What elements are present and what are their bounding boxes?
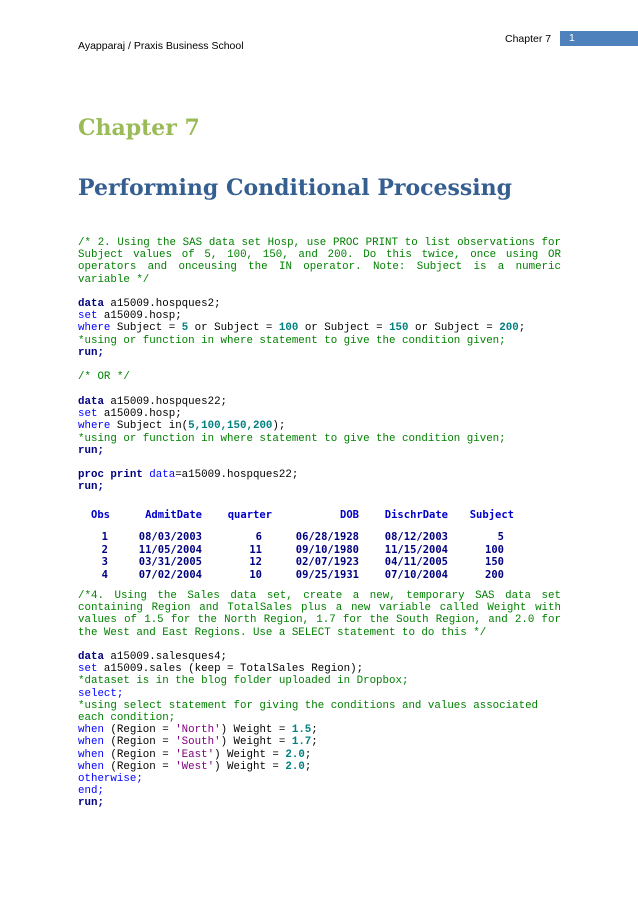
table-cell: 09/10/1980 — [295, 543, 359, 556]
table-cell: 08/12/2003 — [384, 531, 448, 543]
kw-set: set — [78, 408, 98, 421]
table-cell: 07/10/2004 — [384, 568, 448, 581]
code-text: (Region = — [103, 724, 176, 737]
section-title: Performing Conditional Processing — [78, 175, 513, 201]
kw-run: run; — [78, 797, 104, 810]
code-string: 'East' — [175, 748, 215, 761]
code-text: =a15009.hospques22; — [175, 469, 299, 481]
kw-set: set — [78, 310, 98, 323]
table-cell: 150 — [485, 556, 504, 568]
code-number: 5,100,150,200 — [188, 420, 273, 433]
table-cell: 03/31/2005 — [138, 556, 202, 568]
code-number: 1.5 — [291, 724, 312, 737]
header-author: Ayapparaj / Praxis Business School — [78, 40, 244, 52]
code-text: or Subject = — [298, 322, 390, 335]
code-string: 'North' — [175, 724, 221, 737]
code-text: ; — [304, 748, 312, 761]
table-header-row — [80, 509, 514, 531]
code-text: or Subject = — [188, 322, 279, 335]
table-row — [80, 556, 514, 569]
code-text: ; — [311, 736, 318, 749]
table-cell: 10 — [249, 568, 262, 581]
table-cell: 200 — [485, 568, 504, 581]
table-cell: 4 — [101, 568, 108, 581]
code-block-1 — [78, 298, 561, 359]
col-header-subject: Subject — [469, 509, 514, 521]
table-cell: 08/03/2003 — [138, 531, 202, 543]
kw-where: where — [78, 420, 111, 433]
code-text: a15009.hospques22; — [103, 396, 228, 408]
table-cell: 11 — [249, 543, 262, 556]
kw-data-option: data — [142, 469, 176, 481]
question-4-comment: /*4. Using the Sales data set, create a new, temporary SAS data set containing Region and TotalSales plus a new variable called Weight with values of 1.5 for the North Region, 1.7 for the South Region, and 2.0 for the West and East Regions. Use a SELECT statement to do this */ — [78, 590, 561, 639]
code-text: or Subject = — [408, 322, 500, 335]
table-cell: 04/11/2005 — [384, 556, 448, 568]
table-cell: 6 — [255, 531, 262, 543]
table-cell: 07/02/2004 — [138, 568, 202, 581]
code-comment: *using or function in where statement to give the condition given; — [78, 334, 506, 347]
code-number: 2.0 — [285, 748, 305, 761]
code-text: (Region = — [103, 736, 176, 749]
code-text: ) Weight = — [220, 724, 292, 737]
table-cell: 06/28/1928 — [295, 531, 359, 543]
code-text: ) Weight = — [220, 736, 292, 749]
code-number: 1.7 — [291, 736, 312, 749]
col-header-dischrdate: DischrDate — [384, 509, 448, 521]
code-number: 150 — [389, 322, 409, 335]
code-text: a15009.hospques2; — [103, 298, 221, 310]
col-header-obs: Obs — [91, 509, 110, 521]
table-cell: 11/05/2004 — [138, 543, 202, 556]
kw-data: data — [78, 396, 104, 408]
code-string: 'South' — [175, 736, 221, 749]
code-number: 5 — [181, 322, 189, 335]
code-text: a15009.sales (keep = TotalSales Region); — [97, 663, 364, 676]
kw-when: when — [78, 724, 104, 737]
table-cell: 5 — [497, 531, 504, 543]
col-header-dob: DOB — [340, 509, 359, 521]
code-text: a15009.salesques4; — [103, 651, 228, 663]
code-text: ) Weight = — [214, 760, 286, 773]
code-comment: *using or function in where statement to give the condition given; — [78, 432, 506, 445]
table-row — [80, 544, 514, 557]
col-header-quarter: quarter — [227, 509, 272, 521]
kw-run: run; — [78, 346, 104, 359]
table-cell: 11/15/2004 — [384, 543, 448, 556]
table-cell: 3 — [101, 556, 108, 568]
code-text: (Region = — [103, 748, 176, 761]
table-cell: 12 — [249, 556, 262, 568]
table-cell: 1 — [101, 531, 108, 543]
code-text: ) Weight = — [214, 748, 286, 761]
code-comment: each condition; — [78, 712, 176, 725]
code-block-proc-print — [78, 469, 561, 493]
kw-run: run; — [78, 444, 104, 457]
table-cell: 2 — [101, 543, 108, 556]
proc-print-output-table — [80, 509, 514, 581]
header-chapter-label: Chapter 7 — [505, 33, 552, 45]
code-number: 200 — [499, 322, 519, 335]
code-text: (Region = — [103, 760, 176, 773]
kw-otherwise: otherwise; — [78, 773, 143, 786]
kw-select: select; — [78, 687, 124, 700]
kw-set: set — [78, 663, 98, 676]
code-number: 100 — [278, 322, 299, 335]
table-row — [80, 531, 514, 544]
table-cell: 02/07/1923 — [295, 556, 359, 568]
code-number: 2.0 — [285, 760, 305, 773]
kw-data: data — [78, 298, 104, 310]
kw-proc-print: proc print — [78, 469, 143, 481]
kw-end: end; — [78, 785, 104, 798]
kw-data: data — [78, 651, 104, 663]
code-text: ); — [272, 420, 286, 433]
table-cell: 09/25/1931 — [295, 568, 359, 581]
kw-when: when — [78, 748, 104, 761]
code-string: 'West' — [175, 760, 215, 773]
code-text: Subject = — [110, 322, 182, 335]
code-text: Subject in( — [110, 420, 189, 433]
code-text: a15009.hosp; — [97, 408, 182, 421]
code-text: a15009.hosp; — [97, 310, 182, 323]
page-number-badge: 1 — [560, 31, 638, 46]
code-text: ; — [518, 322, 526, 335]
table-row — [80, 569, 514, 582]
kw-run: run; — [78, 481, 104, 494]
table-cell: 100 — [485, 543, 504, 556]
code-text: ; — [304, 760, 312, 773]
or-comment: /* OR */ — [78, 371, 130, 383]
question-2-comment: /* 2. Using the SAS data set Hosp, use PROC PRINT to list observations for Subject values of 5, 100, 150, and 200. Do this twice, once using OR operators and onceusing the IN operator. Note: Subject is a numeric variable */ — [78, 237, 561, 286]
kw-when: when — [78, 736, 104, 749]
col-header-admitdate: AdmitDate — [145, 509, 202, 521]
code-comment: *dataset is in the blog folder uploaded in Dropbox; — [78, 675, 409, 688]
kw-when: when — [78, 760, 104, 773]
code-comment: *using select statement for giving the conditions and values associated — [78, 699, 539, 712]
code-text: ; — [311, 724, 318, 737]
chapter-title: Chapter 7 — [78, 115, 200, 141]
code-block-3 — [78, 651, 561, 810]
kw-where: where — [78, 322, 111, 335]
code-block-2 — [78, 396, 561, 457]
